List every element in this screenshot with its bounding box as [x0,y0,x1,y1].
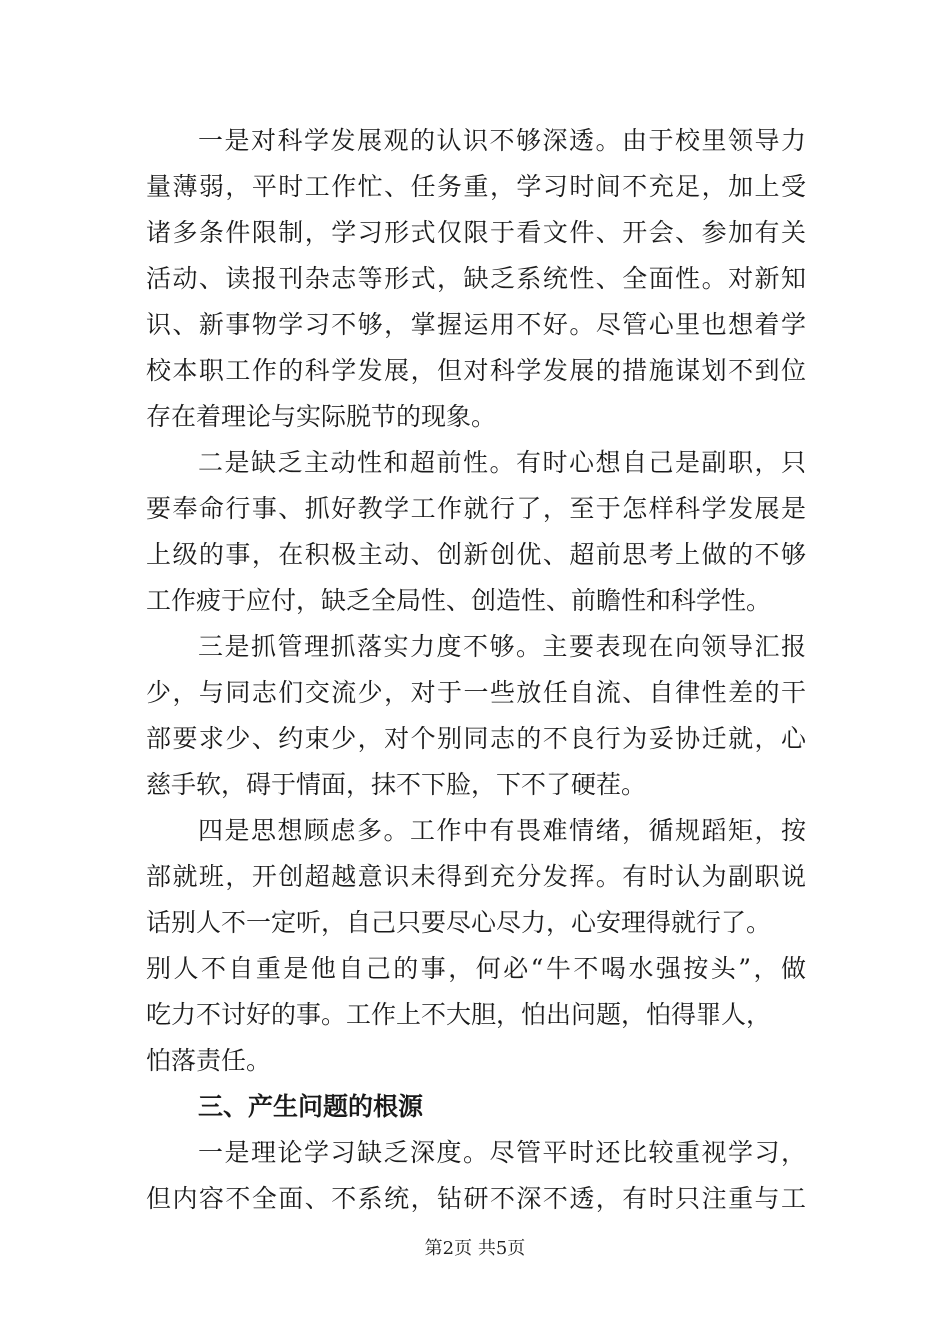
paragraph-line: 怕落责任。 [146,1046,272,1075]
paragraph-line: 活动、读报刊杂志等形式，缺乏系统性、全面性。对新知 [146,264,806,293]
paragraph-line: 部要求少、约束少，对个别同志的不良行为妥协迁就，心 [146,724,806,753]
paragraph-line: 四是思想顾虑多。工作中有畏难情绪，循规蹈矩，按 [198,816,806,845]
paragraph-line: 一是理论学习缺乏深度。尽管平时还比较重视学习， [198,1138,806,1167]
paragraph-line: 慈手软，碍于情面，抹不下脸，下不了硬茬。 [146,770,647,799]
paragraph-line: 一是对科学发展观的认识不够深透。由于校里领导力 [198,126,806,155]
paragraph-line: 工作疲于应付，缺乏全局性、创造性、前瞻性和科学性。 [146,586,772,615]
paragraph-line: 上级的事，在积极主动、创新创优、超前思考上做的不够 [146,540,806,569]
paragraph-line: 二是缺乏主动性和超前性。有时心想自己是副职，只 [198,448,806,477]
paragraph-line: 识、新事物学习不够，掌握运用不好。尽管心里也想着学 [146,310,806,339]
paragraph-line: 三是抓管理抓落实力度不够。主要表现在向领导汇报 [198,632,806,661]
section-heading: 三、产生问题的根源 [198,1092,424,1121]
paragraph-line: 别人不自重是他自己的事，何必“牛不喝水强按头”，做 [146,954,806,983]
paragraph-line: 部就班，开创超越意识未得到充分发挥。有时认为副职说 [146,862,806,891]
paragraph-line: 存在着理论与实际脱节的现象。 [146,402,497,431]
paragraph-line: 校本职工作的科学发展，但对科学发展的措施谋划不到位 [146,356,806,385]
paragraph-line: 少，与同志们交流少，对于一些放任自流、自律性差的干 [146,678,806,707]
paragraph-line: 但内容不全面、不系统，钻研不深不透，有时只注重与工 [146,1184,806,1213]
paragraph-line: 量薄弱，平时工作忙、任务重，学习时间不充足，加上受 [146,172,806,201]
paragraph-line: 吃力不讨好的事。工作上不大胆，怕出问题，怕得罪人， [146,1000,772,1029]
paragraph-line: 要奉命行事、抓好教学工作就行了，至于怎样科学发展是 [146,494,806,523]
page-footer: 第2页 共5页 [424,1238,526,1259]
paragraph-line: 话别人不一定听，自己只要尽心尽力，心安理得就行了。 [146,908,772,937]
paragraph-line: 诸多条件限制，学习形式仅限于看文件、开会、参加有关 [146,218,806,247]
